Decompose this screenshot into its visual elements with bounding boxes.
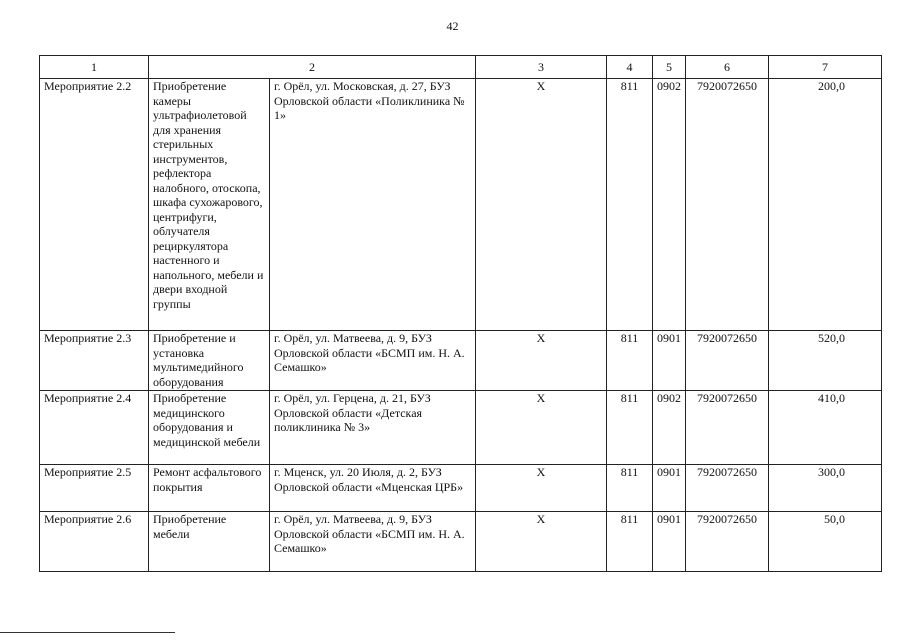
table-row (40, 465, 882, 512)
page-number: 42 (446, 19, 459, 33)
event-cell: Мероприятие 2.4 (40, 391, 149, 465)
address-cell: г. Орёл, ул. Матвеева, д. 9, БУЗ Орловской области «БСМП им. Н. А. Семашко» (270, 512, 476, 572)
code-cell: 811 (607, 79, 653, 331)
description-cell: Приобретение камеры ультрафиолетовой для хранения стерильных инструментов, рефлектора налобного, отоскопа, шкафа сухожарового, центрифуги, облучателя рециркулятора настенного и напольного, мебели и двери входной группы (149, 79, 270, 331)
code-cell: 811 (607, 331, 653, 391)
code-cell: 811 (607, 465, 653, 512)
amount-cell: 520,0 (769, 331, 882, 391)
page-edge-line (0, 632, 175, 633)
target-code-cell: 7920072650 (686, 391, 769, 465)
marker-cell: Х (476, 465, 607, 512)
section-cell: 0902 (653, 79, 686, 331)
code-cell: 811 (607, 512, 653, 572)
code-cell: 811 (607, 391, 653, 465)
event-cell: Мероприятие 2.6 (40, 512, 149, 572)
budget-table (39, 55, 882, 572)
header-cell: 7 (769, 56, 882, 79)
description-cell: Ремонт асфальтового покрытия (149, 465, 270, 512)
table-row (40, 331, 882, 391)
target-code-cell: 7920072650 (686, 79, 769, 331)
header-cell: 1 (40, 56, 149, 79)
table-row (40, 512, 882, 572)
event-cell: Мероприятие 2.3 (40, 331, 149, 391)
header-cell: 6 (686, 56, 769, 79)
header-cell: 4 (607, 56, 653, 79)
section-cell: 0901 (653, 331, 686, 391)
header-cell: 2 (149, 56, 476, 79)
header-cell: 3 (476, 56, 607, 79)
amount-cell: 300,0 (769, 465, 882, 512)
target-code-cell: 7920072650 (686, 331, 769, 391)
address-cell: г. Орёл, ул. Матвеева, д. 9, БУЗ Орловской области «БСМП им. Н. А. Семашко» (270, 331, 476, 391)
event-cell: Мероприятие 2.2 (40, 79, 149, 331)
marker-cell: Х (476, 79, 607, 331)
table-row (40, 79, 882, 331)
address-cell: г. Орёл, ул. Герцена, д. 21, БУЗ Орловской области «Детская поликлиника № 3» (270, 391, 476, 465)
description-cell: Приобретение медицинского оборудования и медицинской мебели (149, 391, 270, 465)
table-row (40, 391, 882, 465)
marker-cell: Х (476, 391, 607, 465)
target-code-cell: 7920072650 (686, 512, 769, 572)
event-cell: Мероприятие 2.5 (40, 465, 149, 512)
header-cell: 5 (653, 56, 686, 79)
amount-cell: 50,0 (769, 512, 882, 572)
amount-cell: 200,0 (769, 79, 882, 331)
marker-cell: Х (476, 512, 607, 572)
section-cell: 0902 (653, 391, 686, 465)
amount-cell: 410,0 (769, 391, 882, 465)
target-code-cell: 7920072650 (686, 465, 769, 512)
address-cell: г. Мценск, ул. 20 Июля, д. 2, БУЗ Орловской области «Мценская ЦРБ» (270, 465, 476, 512)
description-cell: Приобретение мебели (149, 512, 270, 572)
section-cell: 0901 (653, 512, 686, 572)
description-cell: Приобретение и установка мультимедийного оборудования (149, 331, 270, 391)
header-row (40, 56, 882, 79)
address-cell: г. Орёл, ул. Московская, д. 27, БУЗ Орловской области «Поликлиника № 1» (270, 79, 476, 331)
section-cell: 0901 (653, 465, 686, 512)
marker-cell: Х (476, 331, 607, 391)
